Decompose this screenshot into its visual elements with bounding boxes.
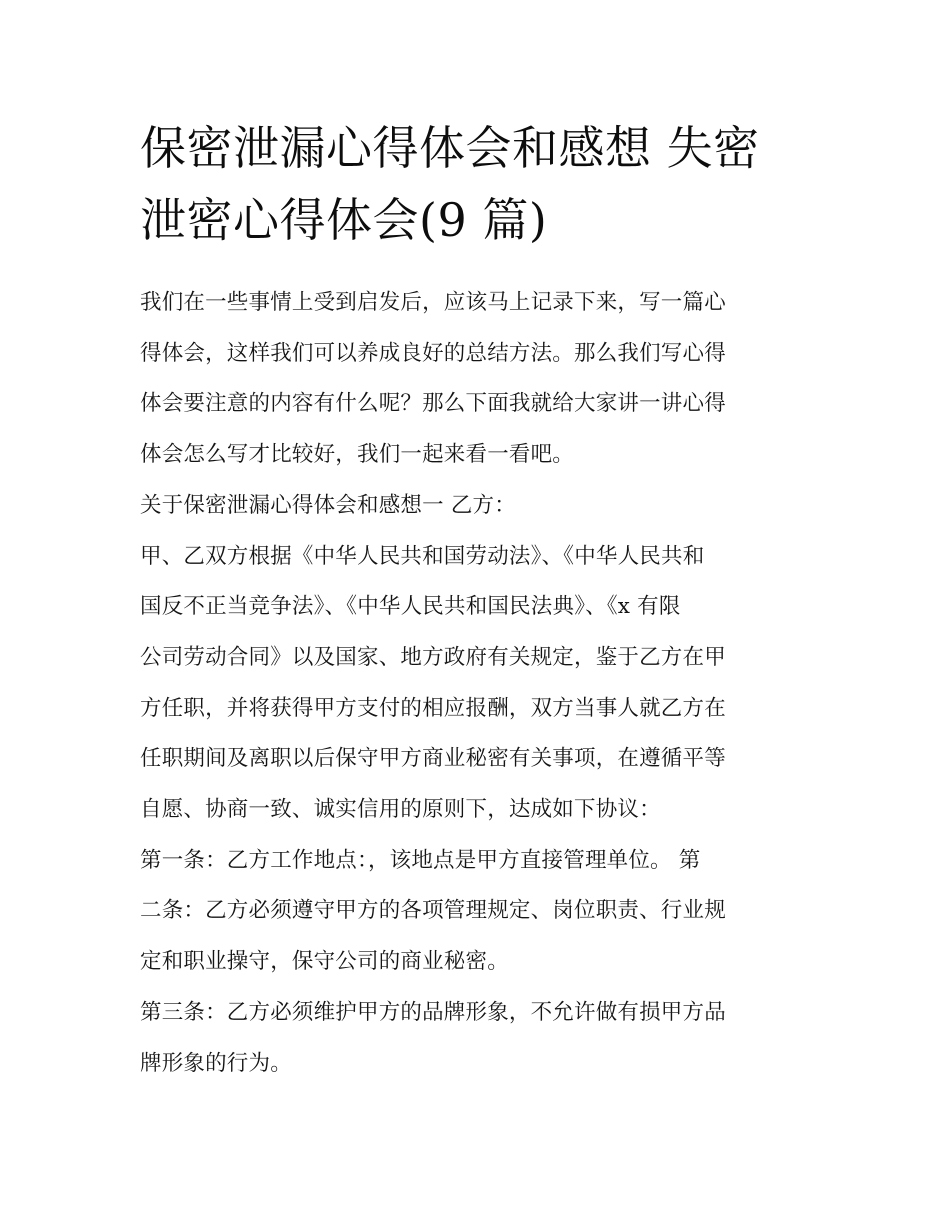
text-line: 国反不正当竞争法》、《中华人民共和国民法典》、《x 有限 xyxy=(140,594,681,620)
text-line: 体会要注意的内容有什么呢？那么下面我就给大家讲一讲心得 xyxy=(140,391,726,417)
text-line: 体会怎么写才比较好，我们一起来看一看吧。 xyxy=(140,442,575,468)
agreement-paragraph xyxy=(140,532,812,836)
text-line: 关于保密泄漏心得体会和感想一 乙方： xyxy=(140,492,516,518)
text-line: 甲、乙双方根据《中华人民共和国劳动法》、《中华人民共和 xyxy=(140,543,705,569)
article-three-paragraph xyxy=(140,988,812,1089)
document-body xyxy=(140,278,812,1089)
intro-paragraph xyxy=(140,278,812,481)
text-line: 牌形象的行为。 xyxy=(140,1050,292,1076)
text-line: 得体会，这样我们可以养成良好的总结方法。那么我们写心得 xyxy=(140,340,726,366)
title-line: 保密泄漏心得体会和感想 失密 xyxy=(140,121,760,175)
text-line: 第三条：乙方必须维护甲方的品牌形象，不允许做有损甲方品 xyxy=(140,999,726,1025)
text-line: 第一条：乙方工作地点：，该地点是甲方直接管理单位。 第 xyxy=(140,847,701,873)
text-line: 公司劳动合同》以及国家、地方政府有关规定，鉴于乙方在甲 xyxy=(140,644,726,670)
text-line: 任职期间及离职以后保守甲方商业秘密有关事项，在遵循平等 xyxy=(140,746,726,772)
section-heading-paragraph xyxy=(140,481,812,532)
title-line: 泄密心得体会(9 篇) xyxy=(140,193,548,247)
document-title xyxy=(140,112,812,256)
text-line: 我们在一些事情上受到启发后，应该马上记录下来，写一篇心 xyxy=(140,290,726,315)
article-one-two-paragraph xyxy=(140,836,812,988)
text-line: 方任职，并将获得甲方支付的相应报酬，双方当事人就乙方在 xyxy=(140,695,726,721)
text-line: 定和职业操守，保守公司的商业秘密。 xyxy=(140,949,509,975)
text-line: 自愿、协商一致、诚实信用的原则下，达成如下协议： xyxy=(140,797,661,823)
text-line: 二条：乙方必须遵守甲方的各项管理规定、岗位职责、行业规 xyxy=(140,898,726,924)
document-content xyxy=(140,112,812,1089)
